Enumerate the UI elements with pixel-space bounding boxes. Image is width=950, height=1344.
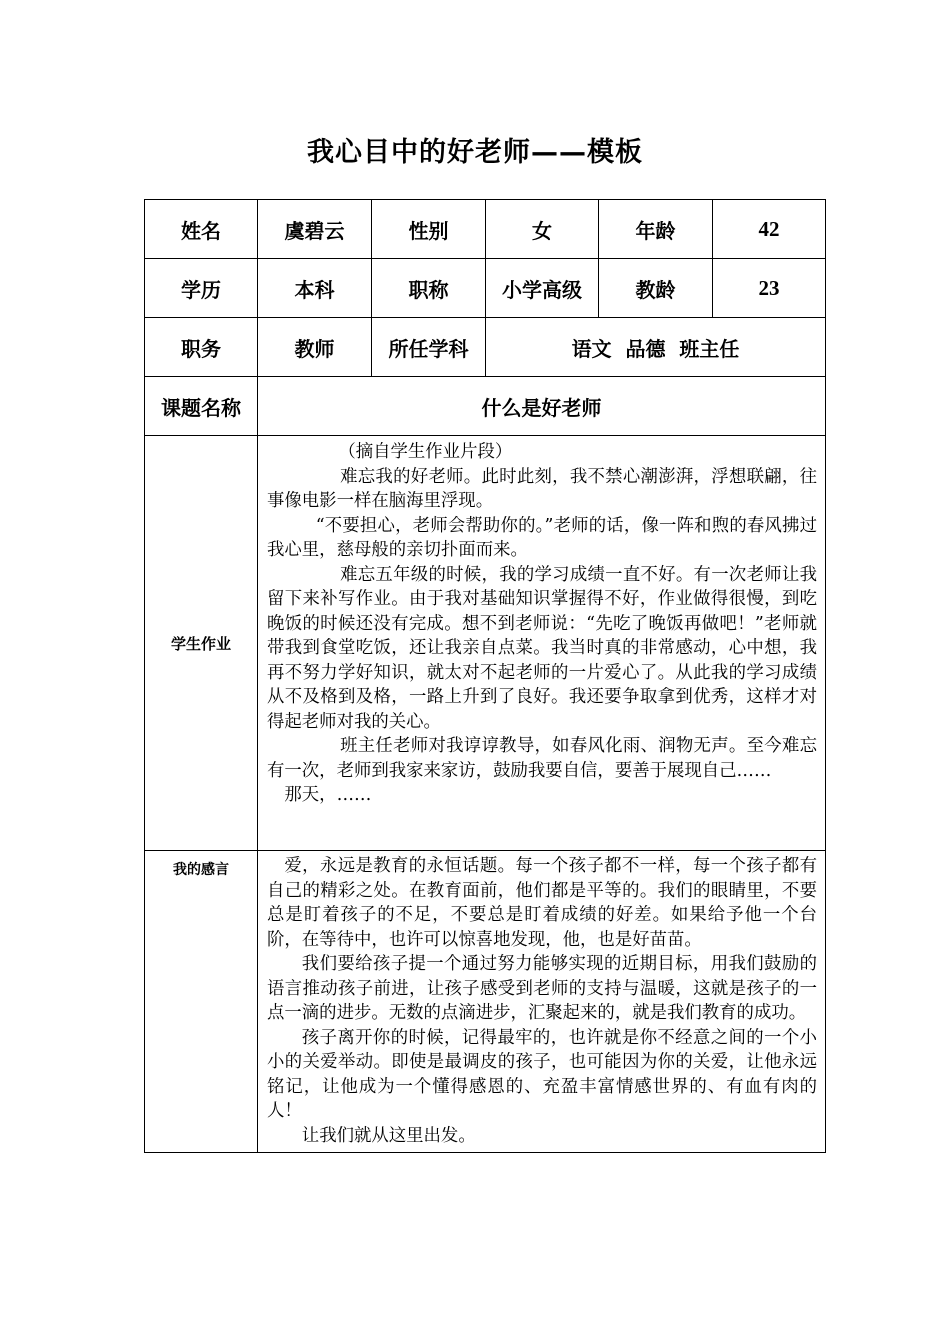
teaching-years-label: 教龄 — [599, 259, 713, 318]
education-label: 学历 — [145, 259, 258, 318]
table-row — [145, 436, 826, 851]
education-value: 本科 — [258, 259, 372, 318]
topic-label: 课题名称 — [145, 377, 258, 436]
table-row — [145, 318, 826, 377]
topic-value: 什么是好老师 — [258, 377, 826, 436]
homework-source: （摘自学生作业片段） — [338, 442, 513, 462]
gender-label: 性别 — [372, 200, 486, 259]
thoughts-paragraph: 孩子离开你的时候，记得最牢的，也许就是你不经意之间的一个小小的关爱举动。即使是最调皮的孩子，也可能因为你的关爱，让他永远铭记，让他成为一个懂得感恩的、充盈丰富情感世界的、有血有肉的人！ — [267, 1027, 817, 1121]
page-title: 我心目中的好老师——模板 — [307, 137, 643, 168]
teacher-form-table — [144, 199, 826, 1153]
thoughts-paragraph: 爱，永远是教育的永恒话题。每一个孩子都不一样，每一个孩子都有自己的精彩之处。在教育面前，他们都是平等的。我们的眼睛里，不要总是盯着孩子的不足，不要总是盯着成绩的好差。如果给予他一个台阶，在等待中，也许可以惊喜地发现，他，也是好苗苗。 — [267, 856, 817, 950]
homework-content — [258, 436, 826, 851]
name-value: 虞碧云 — [258, 200, 372, 259]
subject-label: 所任学科 — [372, 318, 486, 377]
table-row — [145, 200, 826, 259]
name-label: 姓名 — [145, 200, 258, 259]
homework-paragraph: 难忘我的好老师。此时此刻，我不禁心潮澎湃，浮想联翩，往事像电影一样在脑海里浮现。 — [267, 466, 817, 511]
homework-label: 学生作业 — [145, 436, 258, 851]
subject-value: 语文 品德 班主任 — [486, 318, 826, 377]
homework-paragraph: 班主任老师对我谆谆教导，如春风化雨、润物无声。至今难忘有一次，老师到我家来家访，鼓励我要自信，要善于展现自己…… — [267, 736, 817, 781]
teaching-years-value: 23 — [713, 259, 826, 318]
thoughts-label: 我的感言 — [145, 851, 258, 1153]
table-row — [145, 377, 826, 436]
duty-value: 教师 — [258, 318, 372, 377]
homework-paragraph: 难忘五年级的时候，我的学习成绩一直不好。有一次老师让我留下来补写作业。由于我对基础知识掌握得不好，作业做得很慢，到吃晚饭的时候还没有完成。想不到老师说：“先吃了晚饭再做吧！”老师就带我到食堂吃饭，还让我亲自点菜。我当时真的非常感动，心中想，我再不努力学好知识，就太对不起老师的一片爱心了。从此我的学习成绩从不及格到及格，一路上升到了良好。我还要争取拿到优秀，这样才对得起老师对我的关心。 — [267, 564, 817, 732]
homework-paragraph: 那天，…… — [284, 785, 372, 805]
gender-value: 女 — [486, 200, 599, 259]
thoughts-paragraph: 我们要给孩子提一个通过努力能够实现的近期目标，用我们鼓励的语言推动孩子前进，让孩子感受到老师的支持与温暖，这就是孩子的一点一滴的进步。无数的点滴进步，汇聚起来的，就是我们教育的成功。 — [267, 954, 817, 1023]
title-rank-value: 小学高级 — [486, 259, 599, 318]
table-row — [145, 259, 826, 318]
thoughts-content — [258, 851, 826, 1153]
table-row — [145, 851, 826, 1153]
age-label: 年龄 — [599, 200, 713, 259]
thoughts-paragraph: 让我们就从这里出发。 — [301, 1125, 476, 1146]
homework-paragraph: “不要担心，老师会帮助你的。”老师的话，像一阵和煦的春风拂过我心里，慈母般的亲切扑面而来。 — [267, 515, 817, 560]
title-rank-label: 职称 — [372, 259, 486, 318]
age-value: 42 — [713, 200, 826, 259]
duty-label: 职务 — [145, 318, 258, 377]
